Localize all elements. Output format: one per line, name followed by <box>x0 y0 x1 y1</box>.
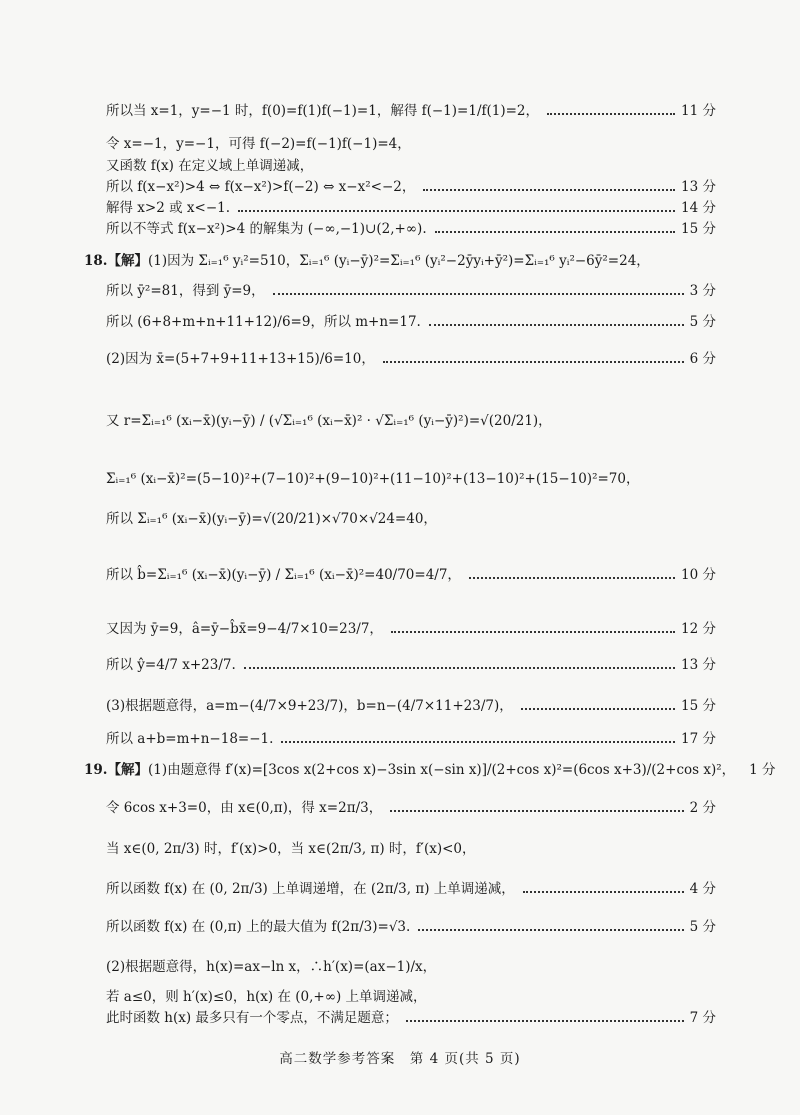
line-text: 所以 Σᵢ₌₁⁶ (xᵢ−x̄)(yᵢ−ȳ)=√(20/21)×√70×√24=40， <box>106 511 437 527</box>
solution-line <box>106 350 716 368</box>
dot-leader <box>423 189 675 191</box>
solution-line <box>106 620 716 638</box>
line-text: 又因为 ȳ=9，â=ȳ−b̂x̄=9−4/7×10=23/7， <box>106 621 383 637</box>
solution-line <box>106 840 716 858</box>
dot-leader <box>429 324 684 326</box>
dot-leader <box>547 113 675 115</box>
line-text: 所以 b̂=Σᵢ₌₁⁶ (xᵢ−x̄)(yᵢ−ȳ) / Σᵢ₌₁⁶ (xᵢ−x̄)²=40/70=4/7， <box>106 567 461 583</box>
line-text: 所以 (6+8+m+n+11+12)/6=9，所以 m+n=17. <box>106 314 421 330</box>
line-text: 所以 ȳ²=81，得到 ȳ=9， <box>106 283 265 299</box>
dot-leader <box>390 810 683 812</box>
line-text: 所以 f(x−x²)>4 ⇔ f(x−x²)>f(−2) ⇔ x−x²<−2， <box>106 179 416 195</box>
solution-line <box>106 178 716 196</box>
line-text: 当 x∈(0, 2π/3) 时，f′(x)>0，当 x∈(2π/3, π) 时，f′(x)<0， <box>106 841 476 857</box>
dot-leader <box>238 210 675 212</box>
line-text: 所以函数 f(x) 在 (0, 2π/3) 上单调递增，在 (2π/3, π) 上单调递减， <box>106 881 515 897</box>
score-label: 13 分 <box>681 657 716 673</box>
solution-line <box>106 566 716 584</box>
score-label: 14 分 <box>681 200 716 216</box>
score-label: 4 分 <box>689 881 716 897</box>
dot-leader <box>435 231 675 233</box>
score-label: 2 分 <box>689 800 716 816</box>
score-label: 13 分 <box>681 179 716 195</box>
solution-line <box>106 220 716 238</box>
solution-line <box>106 656 716 674</box>
dot-leader <box>418 929 683 931</box>
score-label: 5 分 <box>689 314 716 330</box>
score-label: 3 分 <box>689 283 716 299</box>
line-text: 令 6cos x+3=0，由 x∈(0,π)，得 x=2π/3， <box>106 800 383 816</box>
solution-line <box>106 958 716 976</box>
line-text: 所以 a+b=m+n−18=−1. <box>106 731 274 747</box>
solution-line <box>84 761 776 779</box>
page-footer: 高二数学参考答案 第 4 页(共 5 页) <box>279 1051 521 1067</box>
solution-line <box>106 412 716 430</box>
solution-line <box>106 510 716 528</box>
solution-line <box>106 730 716 748</box>
dot-leader <box>469 577 675 579</box>
score-label: 15 分 <box>681 221 716 237</box>
solution-line <box>106 157 716 175</box>
dot-leader <box>383 361 684 363</box>
score-label: 17 分 <box>681 731 716 747</box>
solution-line <box>84 252 716 270</box>
solution-line <box>106 135 716 153</box>
solution-line <box>106 880 716 898</box>
score-label: 1 分 <box>749 762 776 778</box>
solution-line <box>106 102 716 120</box>
line-text: 又函数 f(x) 在定义域上单调递减， <box>106 158 314 174</box>
line-text: 所以当 x=1，y=−1 时，f(0)=f(1)f(−1)=1，解得 f(−1)=1/f(1)=2， <box>106 103 540 119</box>
line-text: (2)因为 x̄=(5+7+9+11+13+15)/6=10， <box>106 351 375 367</box>
score-label: 5 分 <box>689 919 716 935</box>
score-label: 15 分 <box>681 698 716 714</box>
line-text: 此时函数 h(x) 最多只有一个零点，不满足题意； <box>106 1010 398 1026</box>
line-text: 令 x=−1，y=−1，可得 f(−2)=f(−1)f(−1)=4， <box>106 136 411 152</box>
line-text: 若 a≤0，则 h′(x)≤0，h(x) 在 (0,+∞) 上单调递减， <box>106 989 427 1005</box>
dot-leader <box>273 293 684 295</box>
line-text: (3)根据题意得，a=m−(4/7×9+23/7)，b=n−(4/7×11+23/7)， <box>106 698 513 714</box>
dot-leader <box>391 631 675 633</box>
problem-number: 19. <box>84 762 108 778</box>
line-text: 所以不等式 f(x−x²)>4 的解集为 (−∞,−1)∪(2,+∞). <box>106 221 427 237</box>
score-label: 11 分 <box>681 103 716 119</box>
score-label: 12 分 <box>681 621 716 637</box>
score-label: 10 分 <box>681 567 716 583</box>
solution-tag: 【解】 <box>107 253 148 269</box>
line-text: (1)由题意得 f′(x)=[3cos x(2+cos x)−3sin x(−sin x)]/(2+cos x)²=(6cos x+3)/(2+cos x)²， <box>148 762 736 778</box>
solution-tag: 【解】 <box>107 762 148 778</box>
line-text: (2)根据题意得，h(x)=ax−ln x，∴h′(x)=(ax−1)/x， <box>106 959 437 975</box>
score-label: 7 分 <box>689 1010 716 1026</box>
line-text: 解得 x>2 或 x<−1. <box>106 200 231 216</box>
problem-number: 18. <box>84 253 108 269</box>
line-text: Σᵢ₌₁⁶ (xᵢ−x̄)²=(5−10)²+(7−10)²+(9−10)²+(11−10)²+(13−10)²+(15−10)²=70， <box>106 471 640 487</box>
solution-line <box>106 199 716 217</box>
solution-line <box>106 470 716 488</box>
solution-line <box>106 282 716 300</box>
dot-leader <box>523 891 684 893</box>
solution-line <box>106 1009 716 1027</box>
dot-leader <box>521 708 675 710</box>
dot-leader <box>244 667 675 669</box>
dot-leader <box>406 1020 684 1022</box>
line-text: (1)因为 Σᵢ₌₁⁶ yᵢ²=510，Σᵢ₌₁⁶ (yᵢ−ȳ)²=Σᵢ₌₁⁶ (yᵢ²−2ȳyᵢ+ȳ²)=Σᵢ₌₁⁶ yᵢ²−6ȳ²=24， <box>148 253 650 269</box>
line-text: 又 r=Σᵢ₌₁⁶ (xᵢ−x̄)(yᵢ−ȳ) / (√Σᵢ₌₁⁶ (xᵢ−x̄)² · √Σᵢ₌₁⁶ (yᵢ−ȳ)²)=√(20/21)， <box>106 413 552 429</box>
score-label: 6 分 <box>689 351 716 367</box>
solution-line <box>106 988 716 1006</box>
solution-line <box>106 918 716 936</box>
line-text: 所以 ŷ=4/7 x+23/7. <box>106 657 236 673</box>
solution-line <box>106 697 716 715</box>
solution-line <box>106 799 716 817</box>
line-text: 所以函数 f(x) 在 (0,π) 上的最大值为 f(2π/3)=√3. <box>106 919 411 935</box>
solution-line <box>106 313 716 331</box>
dot-leader <box>281 741 675 743</box>
